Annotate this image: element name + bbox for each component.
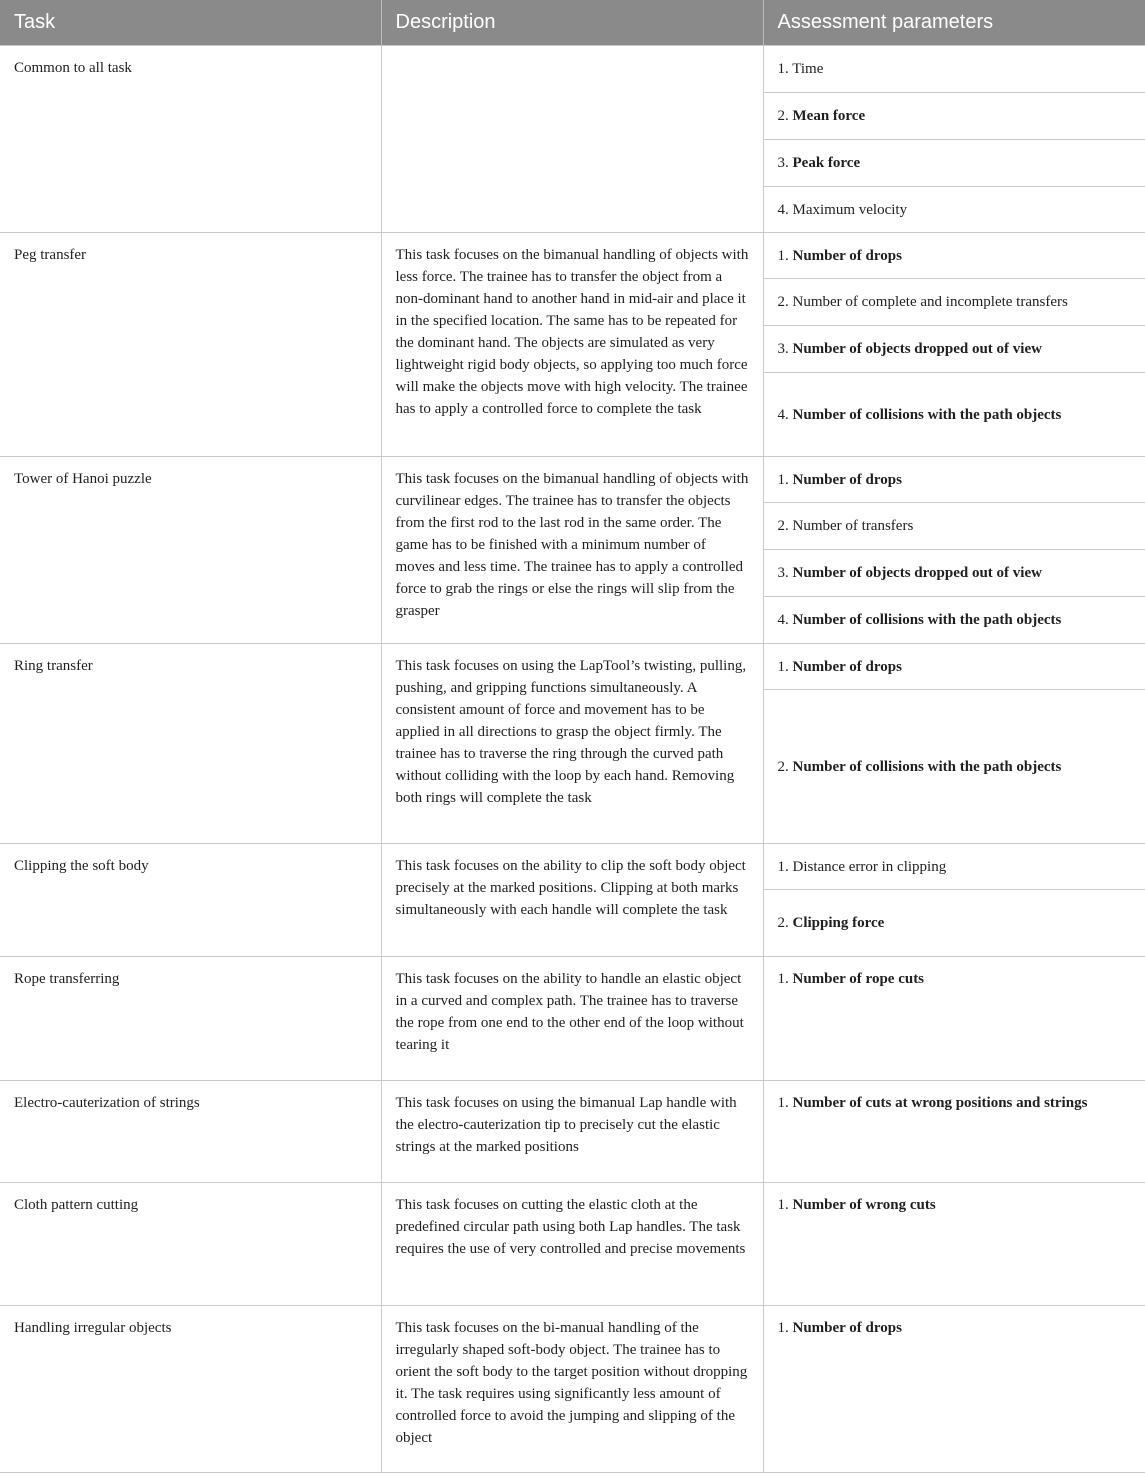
header-row bbox=[0, 0, 1145, 46]
parameter-number: 3. bbox=[777, 565, 789, 581]
parameter-number: 1. bbox=[777, 1197, 789, 1213]
parameter-text: Clipping force bbox=[792, 915, 885, 931]
parameter-cell bbox=[763, 279, 1145, 326]
parameter-number: 3. bbox=[777, 341, 789, 357]
table-row bbox=[0, 644, 1145, 690]
parameter-cell bbox=[763, 644, 1145, 690]
task-cell: Handling irregular objects bbox=[0, 1306, 381, 1473]
parameter-text: Time bbox=[792, 61, 824, 77]
description-cell bbox=[381, 46, 763, 233]
parameter-cell bbox=[763, 844, 1145, 890]
parameter-text: Number of rope cuts bbox=[792, 971, 925, 987]
parameter-text: Number of objects dropped out of view bbox=[792, 565, 1042, 581]
description-cell: This task focuses on the bimanual handling of objects with curvilinear edges. The trainee has to transfer the objects from the first rod to the last rod in the same order. The game has to be finished with a minimum number of moves and less time. The trainee has to apply a controlled force to grab the rings or else the rings will slip from the grasper bbox=[381, 457, 763, 644]
parameter-text: Number of collisions with the path objects bbox=[792, 406, 1062, 423]
parameter-text: Maximum velocity bbox=[792, 201, 908, 218]
parameter-text: Distance error in clipping bbox=[792, 858, 947, 875]
parameter-text: Number of collisions with the path objects bbox=[792, 612, 1062, 628]
header-description: Description bbox=[381, 0, 763, 46]
task-cell: Peg transfer bbox=[0, 233, 381, 457]
parameter-number: 1. bbox=[777, 1095, 789, 1111]
parameter-cell bbox=[763, 597, 1145, 644]
description-cell: This task focuses on the bi-manual handling of the irregularly shaped soft-body object. The trainee has to orient the soft body to the target position without dropping it. The task requires using significantly less amount of controlled force to avoid the jumping and slipping of the object bbox=[381, 1306, 763, 1473]
parameter-text: Number of drops bbox=[792, 247, 902, 264]
parameter-cell bbox=[763, 373, 1145, 457]
parameter-text: Number of drops bbox=[792, 658, 902, 675]
task-cell: Common to all task bbox=[0, 46, 381, 233]
parameter-cell bbox=[763, 140, 1145, 187]
parameter-cell bbox=[763, 550, 1145, 597]
parameter-cell bbox=[763, 503, 1145, 550]
parameter-cell bbox=[763, 1183, 1145, 1306]
parameter-cell bbox=[763, 187, 1145, 233]
description-cell: This task focuses on the ability to clip the soft body object precisely at the marked positions. Clipping at both marks simultaneously with each handle will complete the task bbox=[381, 844, 763, 957]
table-row bbox=[0, 1306, 1145, 1473]
description-cell: This task focuses on using the LapTool’s twisting, pulling, pushing, and gripping functions simultaneously. A consistent amount of force and movement has to be applied in all directions to grasp the object firmly. The trainee has to traverse the ring through the curved path without colliding with the loop by each hand. Removing both rings will complete the task bbox=[381, 644, 763, 844]
parameter-number: 2. bbox=[777, 294, 789, 310]
description-cell: This task focuses on the bimanual handling of objects with less force. The trainee has to transfer the object from a non-dominant hand to another hand in mid-air and place it in the specified location. The same has to be repeated for the dominant hand. The objects are simulated as very lightweight rigid body objects, so applying too much force will make the objects move with high velocity. The trainee has to apply a controlled force to complete the task bbox=[381, 233, 763, 457]
description-cell: This task focuses on the ability to handle an elastic object in a curved and complex path. The trainee has to traverse the rope from one end to the other end of the loop without tearing it bbox=[381, 957, 763, 1081]
description-cell: This task focuses on cutting the elastic cloth at the predefined circular path using both Lap handles. The task requires the use of very controlled and precise movements bbox=[381, 1183, 763, 1306]
parameter-cell bbox=[763, 690, 1145, 844]
parameter-number: 3. bbox=[777, 155, 789, 171]
header-parameters: Assessment parameters bbox=[763, 0, 1145, 46]
parameter-number: 1. bbox=[777, 1320, 789, 1336]
parameter-number: 1. bbox=[777, 658, 789, 675]
parameter-cell bbox=[763, 890, 1145, 957]
table-row bbox=[0, 957, 1145, 1081]
table-row bbox=[0, 844, 1145, 890]
parameter-text: Number of wrong cuts bbox=[792, 1197, 936, 1213]
parameter-number: 2. bbox=[777, 758, 789, 775]
parameter-number: 1. bbox=[777, 471, 789, 488]
parameter-text: Number of transfers bbox=[792, 518, 914, 534]
table-body bbox=[0, 46, 1145, 1473]
parameter-number: 1. bbox=[777, 971, 789, 987]
header-task: Task bbox=[0, 0, 381, 46]
parameter-text: Number of drops bbox=[792, 1320, 902, 1336]
parameter-text: Peak force bbox=[792, 155, 861, 171]
parameter-number: 1. bbox=[777, 247, 789, 264]
parameter-number: 2. bbox=[777, 108, 789, 124]
parameter-number: 1. bbox=[777, 61, 789, 77]
parameter-number: 4. bbox=[777, 201, 789, 218]
parameter-cell bbox=[763, 233, 1145, 279]
parameter-cell bbox=[763, 46, 1145, 93]
parameter-cell bbox=[763, 1081, 1145, 1183]
parameter-text: Mean force bbox=[792, 108, 866, 124]
task-cell: Rope transferring bbox=[0, 957, 381, 1081]
task-cell: Tower of Hanoi puzzle bbox=[0, 457, 381, 644]
parameter-text: Number of drops bbox=[792, 471, 902, 488]
task-cell: Cloth pattern cutting bbox=[0, 1183, 381, 1306]
parameter-cell bbox=[763, 326, 1145, 373]
parameter-text: Number of collisions with the path objects bbox=[792, 758, 1062, 775]
parameter-cell bbox=[763, 1306, 1145, 1473]
table-row bbox=[0, 457, 1145, 503]
description-cell: This task focuses on using the bimanual Lap handle with the electro-cauterization tip to precisely cut the elastic strings at the marked positions bbox=[381, 1081, 763, 1183]
table-row bbox=[0, 1081, 1145, 1183]
parameter-number: 2. bbox=[777, 915, 789, 931]
table-row bbox=[0, 46, 1145, 93]
parameter-cell bbox=[763, 93, 1145, 140]
task-cell: Clipping the soft body bbox=[0, 844, 381, 957]
task-cell: Electro-cauterization of strings bbox=[0, 1081, 381, 1183]
parameter-text: Number of objects dropped out of view bbox=[792, 341, 1042, 357]
parameter-number: 2. bbox=[777, 518, 789, 534]
parameter-cell bbox=[763, 457, 1145, 503]
parameter-number: 1. bbox=[777, 858, 789, 875]
parameter-number: 4. bbox=[777, 406, 789, 423]
task-cell: Ring transfer bbox=[0, 644, 381, 844]
parameter-cell bbox=[763, 957, 1145, 1081]
table-row bbox=[0, 1183, 1145, 1306]
parameter-text: Number of complete and incomplete transfers bbox=[792, 294, 1068, 310]
table-row bbox=[0, 233, 1145, 279]
parameter-text: Number of cuts at wrong positions and strings bbox=[792, 1095, 1088, 1111]
parameter-number: 4. bbox=[777, 612, 789, 628]
